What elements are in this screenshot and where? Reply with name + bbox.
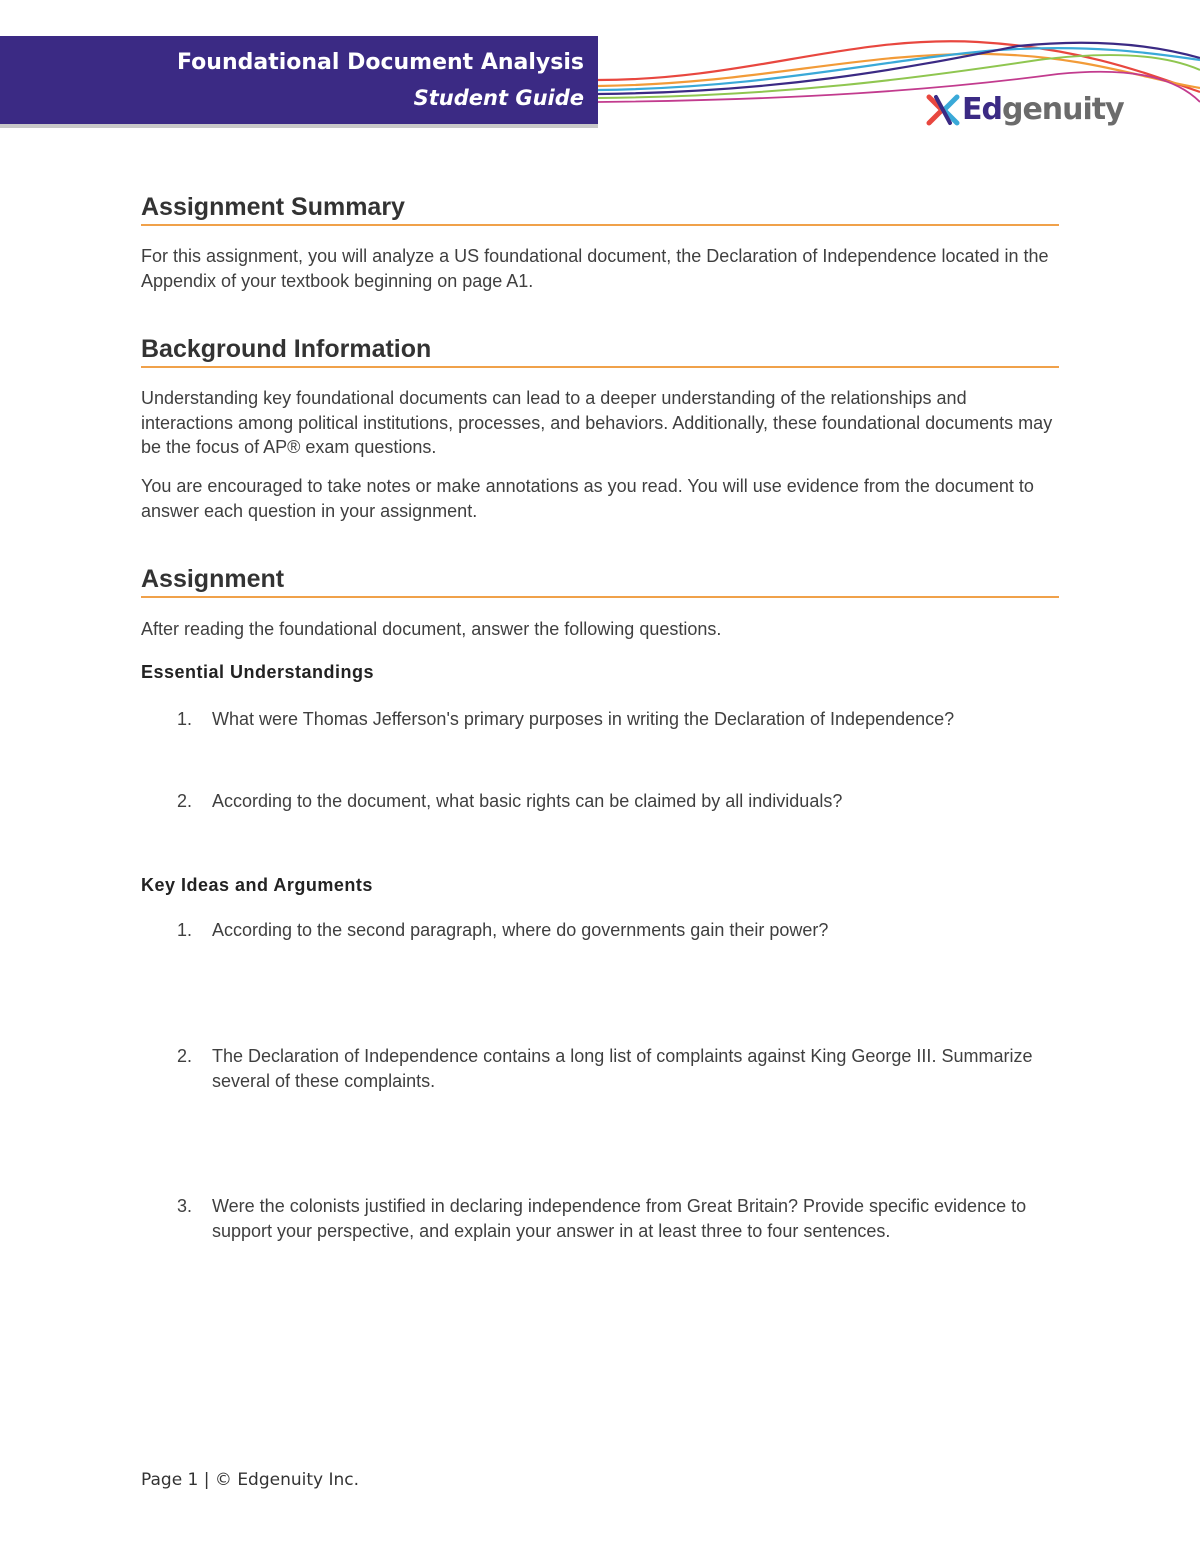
edgenuity-logo [926, 90, 1124, 130]
question-number: 2. [177, 1046, 193, 1066]
question-number: 1. [177, 920, 193, 940]
background-paragraph-1: Understanding key foundational documents can lead to a deeper understanding of the relationships and interactions among political institutions, processes, and behaviors. Additionally, these foundational documents may be the focus of AP® exam questions. [141, 388, 1053, 457]
question-text: What were Thomas Jefferson's primary purposes in writing the Declaration of Independence? [212, 709, 955, 729]
question-text: The Declaration of Independence contains a long list of complaints against King George III. Summarize several of these complaints. [212, 1046, 1033, 1091]
question-number: 1. [177, 709, 193, 729]
subheading-key-ideas: Key Ideas and Arguments [141, 875, 373, 895]
logo-x-icon [926, 93, 960, 127]
question-text: According to the document, what basic rights can be claimed by all individuals? [212, 791, 843, 811]
document-title: Foundational Document Analysis [177, 50, 584, 75]
question-item [177, 1194, 1057, 1243]
page-footer: Page 1 | © Edgenuity Inc. [141, 1470, 360, 1490]
question-text: Were the colonists justified in declaring independence from Great Britain? Provide specific evidence to support your perspective, and explain your answer in at least three to four sentences. [212, 1196, 1027, 1241]
logo-genuity-text: genuity [1001, 92, 1124, 127]
question-item [177, 918, 1057, 943]
header-band [0, 36, 598, 124]
section-heading-assignment: Assignment [141, 564, 1059, 598]
question-item [177, 1044, 1057, 1093]
summary-paragraph: For this assignment, you will analyze a US foundational document, the Declaration of Independence located in the Appendix of your textbook beginning on page A1. [141, 246, 1049, 291]
question-item [177, 707, 1057, 732]
question-text: According to the second paragraph, where do governments gain their power? [212, 920, 829, 940]
question-item [177, 789, 1057, 814]
background-paragraph-2: You are encouraged to take notes or make annotations as you read. You will use evidence from the document to answer each question in your assignment. [141, 476, 1034, 521]
question-number: 2. [177, 791, 193, 811]
logo-ed-text: Ed [962, 92, 1002, 127]
assignment-intro: After reading the foundational document, answer the following questions. [141, 619, 722, 639]
section-heading-assignment-summary: Assignment Summary [141, 192, 1059, 226]
document-subtitle: Student Guide [413, 86, 584, 110]
subheading-essential-understandings: Essential Understandings [141, 662, 375, 682]
section-heading-background: Background Information [141, 334, 1059, 368]
question-number: 3. [177, 1196, 193, 1216]
